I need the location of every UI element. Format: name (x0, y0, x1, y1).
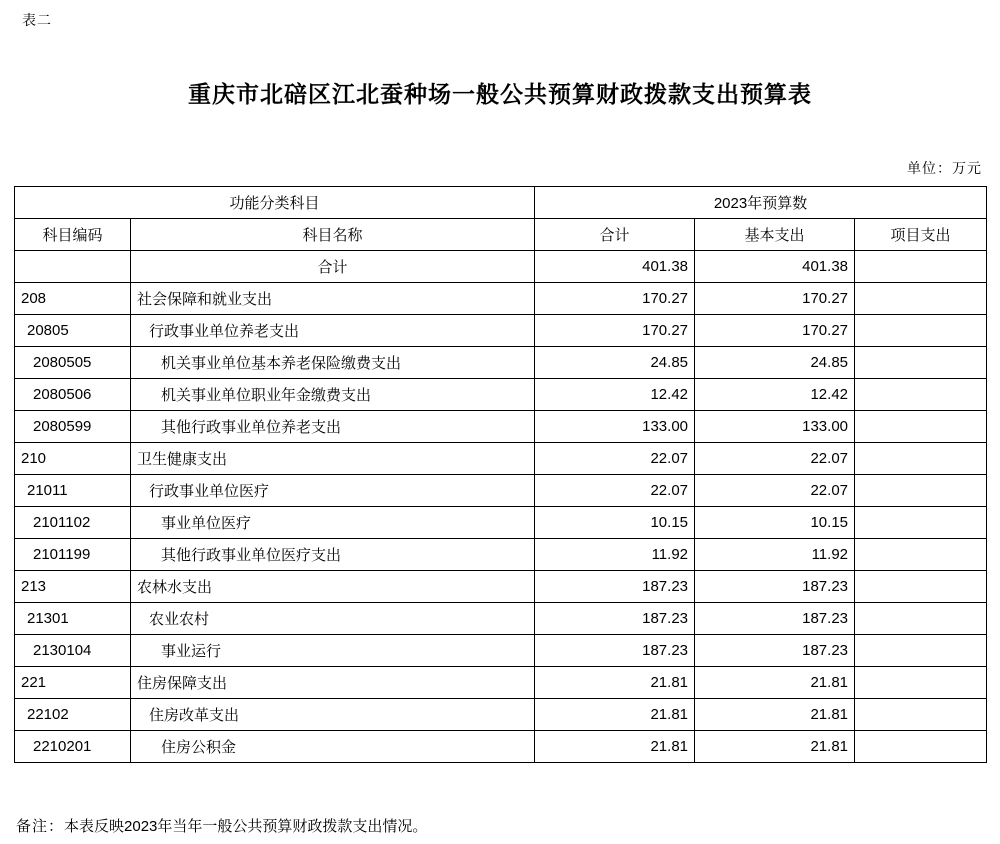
cell-subject-name: 住房改革支出 (131, 699, 535, 731)
cell-total: 170.27 (535, 315, 695, 347)
cell-subject-code: 208 (15, 283, 131, 315)
table-header (15, 187, 987, 251)
cell-basic-expenditure: 133.00 (695, 411, 855, 443)
cell-project-expenditure (855, 603, 987, 635)
header-col-total: 合计 (535, 219, 695, 251)
cell-project-expenditure (855, 571, 987, 603)
header-col-code: 科目编码 (15, 219, 131, 251)
cell-subject-code: 22102 (15, 699, 131, 731)
cell-project-expenditure (855, 731, 987, 763)
cell-subject-name: 卫生健康支出 (131, 443, 535, 475)
cell-project-expenditure (855, 443, 987, 475)
cell-subject-name: 住房公积金 (131, 731, 535, 763)
cell-subject-name: 社会保障和就业支出 (131, 283, 535, 315)
budget-table-wrapper (14, 186, 986, 763)
cell-project-expenditure (855, 635, 987, 667)
cell-total: 401.38 (535, 251, 695, 283)
cell-subject-name: 合计 (131, 251, 535, 283)
header-col-basic: 基本支出 (695, 219, 855, 251)
cell-project-expenditure (855, 315, 987, 347)
cell-total: 187.23 (535, 571, 695, 603)
cell-subject-code: 213 (15, 571, 131, 603)
footnote-label: 备注： (16, 819, 65, 835)
cell-subject-name: 机关事业单位职业年金缴费支出 (131, 379, 535, 411)
table-row (15, 507, 987, 539)
cell-subject-code: 2080505 (15, 347, 131, 379)
cell-total: 21.81 (535, 731, 695, 763)
table-body (15, 251, 987, 763)
cell-project-expenditure (855, 475, 987, 507)
table-row (15, 603, 987, 635)
cell-project-expenditure (855, 379, 987, 411)
cell-project-expenditure (855, 251, 987, 283)
cell-subject-name: 事业单位医疗 (131, 507, 535, 539)
footnote-text: 本表反映2023年当年一般公共预算财政拨款支出情况。 (64, 818, 428, 835)
table-row (15, 699, 987, 731)
cell-project-expenditure (855, 283, 987, 315)
cell-total: 21.81 (535, 699, 695, 731)
cell-total: 187.23 (535, 635, 695, 667)
cell-basic-expenditure: 170.27 (695, 315, 855, 347)
cell-basic-expenditure: 21.81 (695, 699, 855, 731)
sheet-label: 表二 (22, 12, 52, 28)
cell-basic-expenditure: 22.07 (695, 443, 855, 475)
cell-subject-name: 行政事业单位医疗 (131, 475, 535, 507)
cell-total: 11.92 (535, 539, 695, 571)
cell-subject-name: 农林水支出 (131, 571, 535, 603)
cell-basic-expenditure: 22.07 (695, 475, 855, 507)
cell-project-expenditure (855, 347, 987, 379)
cell-project-expenditure (855, 411, 987, 443)
cell-total: 22.07 (535, 443, 695, 475)
table-row (15, 251, 987, 283)
cell-subject-code: 21301 (15, 603, 131, 635)
cell-basic-expenditure: 187.23 (695, 635, 855, 667)
table-row (15, 379, 987, 411)
cell-basic-expenditure: 11.92 (695, 539, 855, 571)
cell-total: 10.15 (535, 507, 695, 539)
header-col-name: 科目名称 (131, 219, 535, 251)
header-group-function: 功能分类科目 (15, 187, 535, 219)
cell-subject-code: 2080599 (15, 411, 131, 443)
cell-basic-expenditure: 21.81 (695, 731, 855, 763)
cell-subject-name: 事业运行 (131, 635, 535, 667)
unit-note: 单位：万元 (907, 162, 982, 177)
table-row (15, 315, 987, 347)
footnote (16, 815, 427, 836)
cell-project-expenditure (855, 539, 987, 571)
cell-total: 187.23 (535, 603, 695, 635)
cell-total: 12.42 (535, 379, 695, 411)
cell-subject-code: 2210201 (15, 731, 131, 763)
cell-subject-name: 机关事业单位基本养老保险缴费支出 (131, 347, 535, 379)
table-row (15, 667, 987, 699)
header-row-columns (15, 219, 987, 251)
cell-project-expenditure (855, 667, 987, 699)
table-row (15, 283, 987, 315)
cell-basic-expenditure: 10.15 (695, 507, 855, 539)
cell-subject-code: 2080506 (15, 379, 131, 411)
cell-project-expenditure (855, 699, 987, 731)
cell-total: 24.85 (535, 347, 695, 379)
cell-basic-expenditure: 24.85 (695, 347, 855, 379)
cell-basic-expenditure: 12.42 (695, 379, 855, 411)
cell-subject-code: 21011 (15, 475, 131, 507)
cell-subject-code: 2101199 (15, 539, 131, 571)
cell-total: 133.00 (535, 411, 695, 443)
table-row (15, 571, 987, 603)
table-row (15, 443, 987, 475)
cell-subject-name: 其他行政事业单位医疗支出 (131, 539, 535, 571)
cell-basic-expenditure: 21.81 (695, 667, 855, 699)
cell-basic-expenditure: 187.23 (695, 571, 855, 603)
budget-table (14, 186, 987, 763)
table-row (15, 731, 987, 763)
cell-subject-name: 农业农村 (131, 603, 535, 635)
table-row (15, 539, 987, 571)
cell-subject-code: 2101102 (15, 507, 131, 539)
cell-subject-code: 221 (15, 667, 131, 699)
cell-total: 170.27 (535, 283, 695, 315)
cell-basic-expenditure: 187.23 (695, 603, 855, 635)
header-row-groups (15, 187, 987, 219)
table-row (15, 411, 987, 443)
cell-subject-code: 210 (15, 443, 131, 475)
header-col-project: 项目支出 (855, 219, 987, 251)
table-row (15, 635, 987, 667)
cell-subject-name: 行政事业单位养老支出 (131, 315, 535, 347)
table-row (15, 475, 987, 507)
cell-subject-code (15, 251, 131, 283)
cell-total: 22.07 (535, 475, 695, 507)
cell-subject-name: 住房保障支出 (131, 667, 535, 699)
table-row (15, 347, 987, 379)
page-title: 重庆市北碚区江北蚕种场一般公共预算财政拨款支出预算表 (188, 81, 812, 107)
cell-subject-code: 2130104 (15, 635, 131, 667)
cell-subject-name: 其他行政事业单位养老支出 (131, 411, 535, 443)
cell-basic-expenditure: 401.38 (695, 251, 855, 283)
header-group-budget-year: 2023年预算数 (535, 187, 987, 219)
cell-project-expenditure (855, 507, 987, 539)
cell-subject-code: 20805 (15, 315, 131, 347)
cell-total: 21.81 (535, 667, 695, 699)
cell-basic-expenditure: 170.27 (695, 283, 855, 315)
